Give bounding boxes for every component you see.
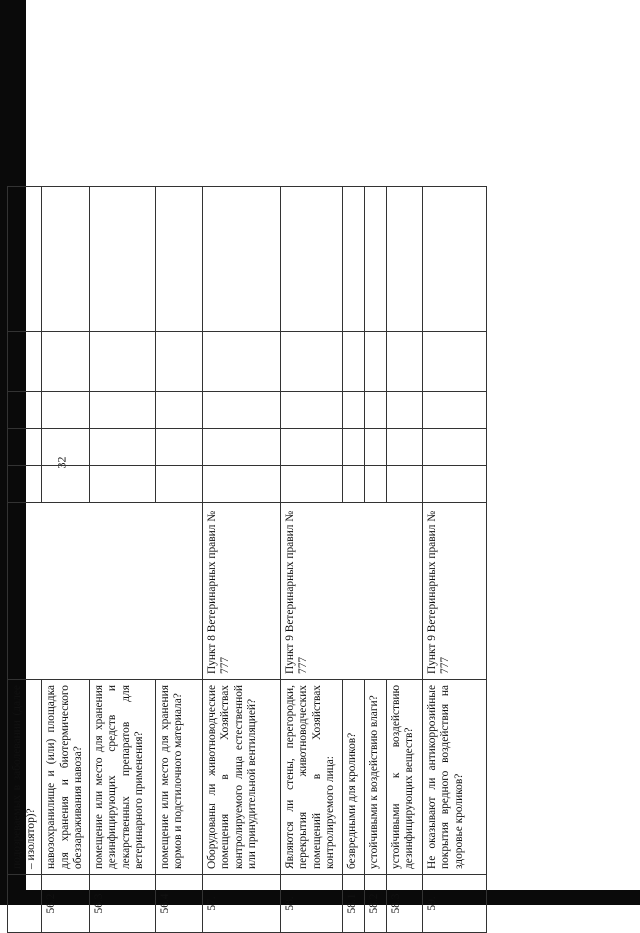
row-legal-basis: Пункт 8 Ветеринарных правил № 777 [202,503,280,680]
table-row [202,187,280,933]
row-question: Не оказывают ли антикоррозийные покрытия вредного воздействия на здоровье кроликов? [422,680,486,875]
table-row [422,187,486,933]
row-question: безвредными для кроликов? [342,680,364,875]
row-comment [155,187,202,332]
row-answer-yes [155,466,202,503]
row-number: 58.3 [386,875,422,933]
row-question: помещение или место для хранения кормов и подстилочного материала? [155,680,202,875]
row-comment [386,187,422,332]
checklist-table-wrapper [7,187,487,933]
row-comment [42,187,90,332]
row-answer-na [422,392,486,429]
row-answer-no [42,429,90,466]
row-answer-yes [89,466,155,503]
row-answer-yes [386,466,422,503]
row-number: 56.3 [89,875,155,933]
row-note [342,332,364,392]
row-answer-na [155,392,202,429]
row-answer-yes [280,466,342,503]
row-comment [89,187,155,332]
row-answer-yes [342,466,364,503]
row-note [280,332,342,392]
row-answer-na [386,392,422,429]
row-legal-basis: Пункт 9 Ветеринарных правил № 777 [422,503,486,680]
row-note [155,332,202,392]
row-answer-na [202,392,280,429]
row-note [364,332,386,392]
row-legal-basis [8,503,203,680]
row-comment [422,187,486,332]
row-answer-na [342,392,364,429]
row-comment [364,187,386,332]
row-answer-yes [42,466,90,503]
row-answer-no [8,429,42,466]
row-answer-no [342,429,364,466]
row-answer-na [89,392,155,429]
row-comment [280,187,342,332]
row-number: 56.2 [42,875,90,933]
row-note [422,332,486,392]
row-answer-yes [364,466,386,503]
row-number: 56.4 [155,875,202,933]
row-note [202,332,280,392]
row-question: помещение или место для хранения дезинфицирующих средств и лекарственных препаратов для ветеринарного применения? [89,680,155,875]
row-comment [202,187,280,332]
row-number: 59. [422,875,486,933]
row-answer-yes [422,466,486,503]
row-answer-no [422,429,486,466]
row-number: 58.2 [364,875,386,933]
row-answer-na [364,392,386,429]
row-number: 58.1 [342,875,364,933]
row-note [386,332,422,392]
row-answer-yes [8,466,42,503]
table-row [8,187,42,933]
row-answer-no [280,429,342,466]
row-answer-na [42,392,90,429]
row-note [89,332,155,392]
page-number: 32 [54,456,69,469]
row-question: подозреваемых в заболевании (далее – изолятор)? [8,680,42,875]
checklist-table [7,186,487,933]
row-question: навозохранилище и (или) площадка для хранения и биотермического обеззараживания навоза? [42,680,90,875]
row-answer-yes [202,466,280,503]
row-number: 58. [280,875,342,933]
row-answer-no [202,429,280,466]
row-comment [342,187,364,332]
row-comment [8,187,42,332]
row-note [8,332,42,392]
row-answer-na [280,392,342,429]
row-answer-no [155,429,202,466]
row-answer-no [386,429,422,466]
row-answer-na [8,392,42,429]
table-row [280,187,342,933]
row-question: Являются ли стены, перегородки, перекрытия животноводческих помещений в Хозяйствах контролируемого лица: [280,680,342,875]
row-question: Оборудованы ли животноводческие помещения в Хозяйствах контролируемого лица естественной или принудительной вентиляцией? [202,680,280,875]
row-note [42,332,90,392]
row-question: устойчивыми к воздействию влаги? [364,680,386,875]
row-number: 57. [202,875,280,933]
row-answer-no [364,429,386,466]
row-legal-basis: Пункт 9 Ветеринарных правил № 777 [280,503,422,680]
row-question: устойчивыми к воздействию дезинфицирующих веществ? [386,680,422,875]
row-number [8,875,42,933]
row-answer-no [89,429,155,466]
